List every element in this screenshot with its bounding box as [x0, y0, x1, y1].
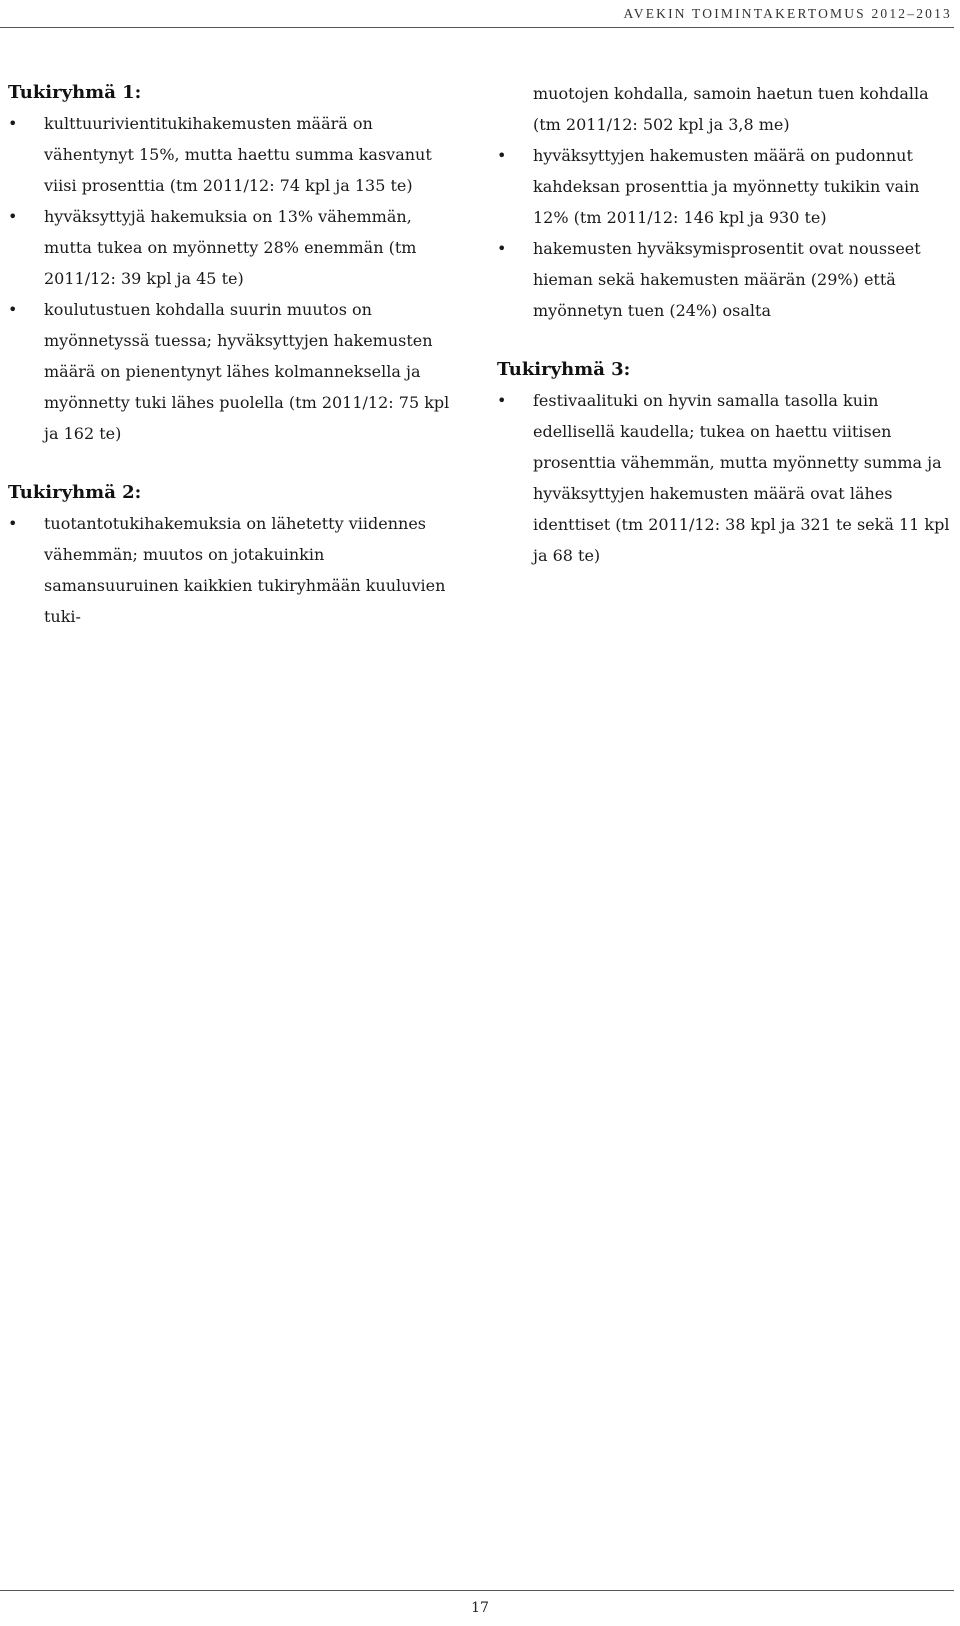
group-3-title: Tukiryhmä 3: — [497, 359, 631, 380]
group-2-item-2: • hyväksyttyjen hakemusten määrä on pudonnut kahdeksan prosenttia ja myönnetty tukikin vain 12% (tm 2011/12: 146 kpl ja 930 te) — [497, 146, 920, 227]
group-3-list — [497, 385, 955, 571]
group-1-item-1: • kulttuurivientitukihakemusten määrä on vähentynyt 15%, mutta haettu summa kasvanut viisi prosenttia (tm 2011/12: 74 kpl ja 135 te) — [8, 114, 432, 195]
running-header: AVEKIN TOIMINTAKERTOMUS 2012–2013 — [623, 6, 952, 21]
header-rule — [0, 27, 954, 28]
group-1-item-3: • koulutustuen kohdalla suurin muutos on myönnetyssä tuessa; hyväksyttyjen hakemusten määrä on pienentynyt lähes kolmanneksella ja myönnetty tuki lähes puolella (tm 2011/12: 75 kpl ja 162 te) — [8, 300, 450, 443]
group-1-list — [8, 108, 458, 449]
group-3-item-1: • festivaalituki on hyvin samalla tasolla kuin edellisellä kaudella; tukea on haettu viitisen prosenttia vähemmän, mutta myönnetty summa ja hyväksyttyjen hakemusten määrä ovat lähes identtiset (tm 2011/12: 38 kpl ja 321 te sekä 11 kpl ja 68 te) — [497, 391, 950, 565]
group-2-title: Tukiryhmä 2: — [8, 482, 142, 503]
left-column — [8, 78, 458, 632]
group-2-list — [8, 508, 458, 632]
group-1-title: Tukiryhmä 1: — [8, 82, 142, 103]
group-2-list-continued — [497, 140, 955, 326]
group-2-item-1: • tuotantotukihakemuksia on lähetetty viidennes vähemmän; muutos on jotakuinkin samansuuruinen kaikkien tukiryhmään kuuluvien tuki- — [8, 514, 446, 626]
right-column — [497, 78, 955, 571]
group-2-item-1-continuation: muotojen kohdalla, samoin haetun tuen kohdalla (tm 2011/12: 502 kpl ja 3,8 me) — [533, 84, 929, 134]
page-number: 17 — [471, 1600, 489, 1616]
group-2-item-3: • hakemusten hyväksymisprosentit ovat nousseet hieman sekä hakemusten määrän (29%) että myönnetyn tuen (24%) osalta — [497, 239, 921, 320]
footer-rule — [0, 1590, 954, 1591]
group-1-item-2: • hyväksyttyjä hakemuksia on 13% vähemmän, mutta tukea on myönnetty 28% enemmän (tm 2011/12: 39 kpl ja 45 te) — [8, 207, 417, 288]
